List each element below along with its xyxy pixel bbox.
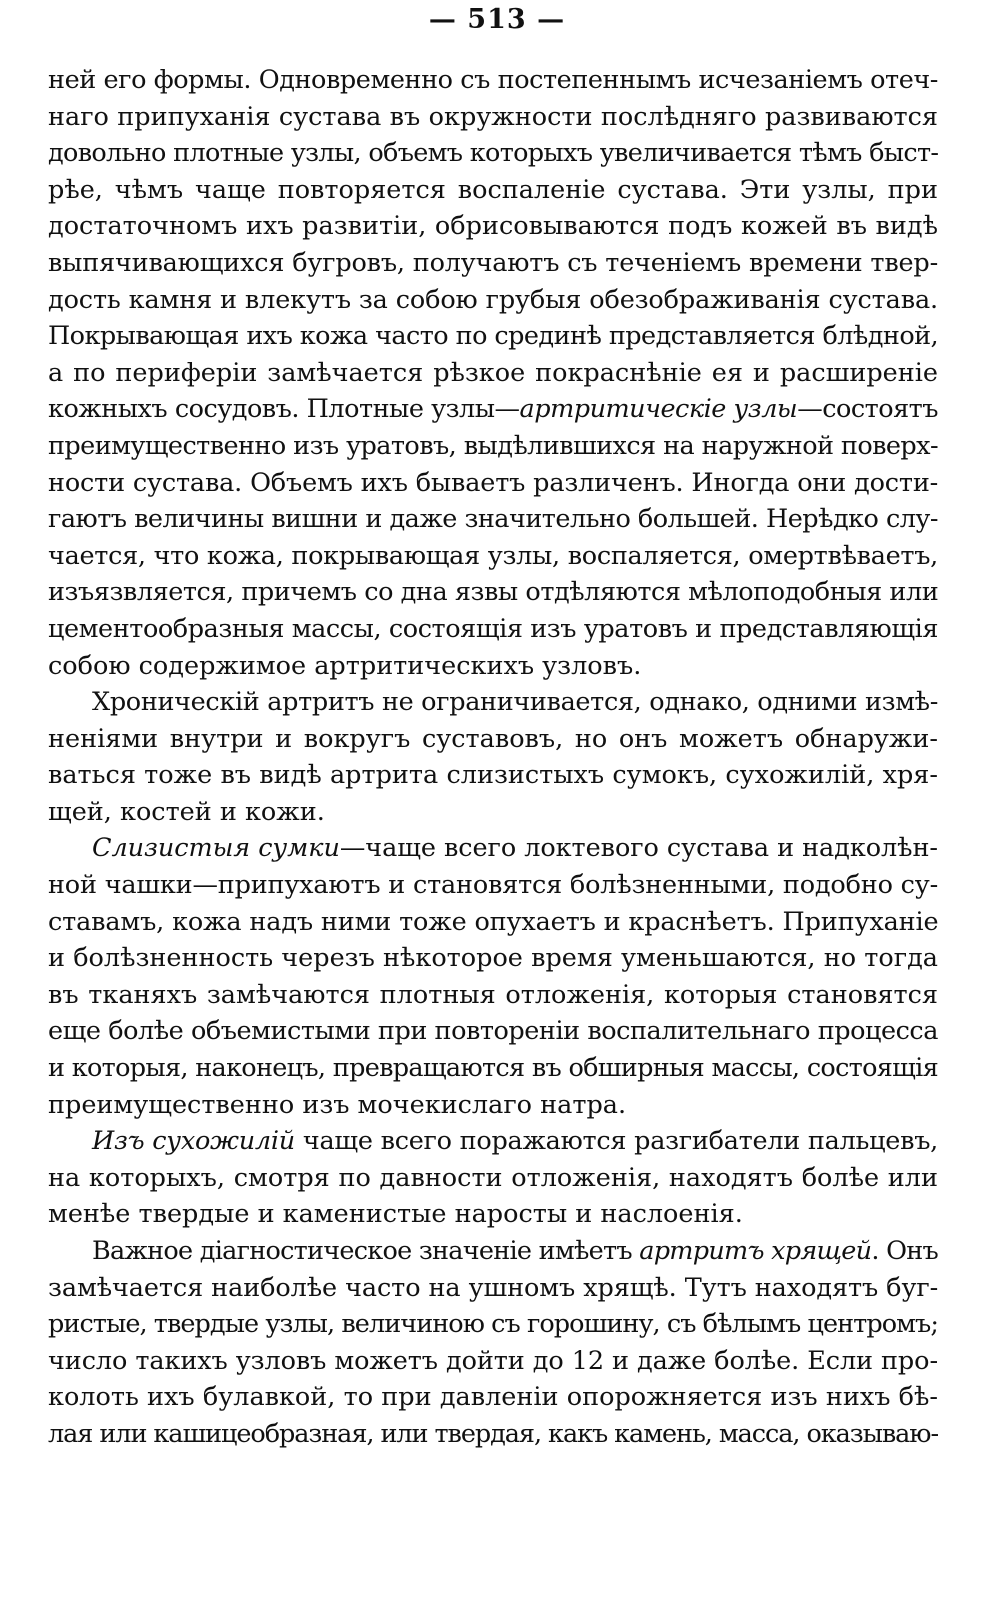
text-line [48, 282, 938, 319]
text-line [48, 830, 938, 867]
text-line [48, 611, 938, 648]
text-segment: число такихъ узловъ можетъ дойти до 12 и даже болѣе. Если про- [48, 1345, 938, 1376]
text-segment: Важное діагностическое значеніе имѣетъ [92, 1236, 640, 1266]
text-line [48, 62, 938, 99]
text-segment: на которыхъ, смотря по давности отложенія, находятъ болѣе или [48, 1162, 938, 1193]
text-line [48, 135, 938, 172]
text-segment: Хроническій артритъ не ограничивается, однако, одними измѣ- [92, 687, 938, 718]
text-segment: чается, что кожа, покрывающая узлы, воспаляется, омертвѣваетъ, [48, 540, 938, 571]
text-segment: а по периферіи замѣчается рѣзкое покраснѣніе ея и расширеніе [48, 357, 938, 388]
text-segment: —состоятъ [797, 394, 938, 425]
text-segment: Покрывающая ихъ кожа часто по срединѣ представляется блѣдной, [48, 321, 939, 352]
text-segment: . Онъ [871, 1236, 938, 1266]
text-line [48, 757, 938, 794]
text-segment: ности сустава. Объемъ ихъ бываетъ различенъ. Иногда они дости- [48, 467, 939, 498]
text-segment: достаточномъ ихъ развитіи, обрисовываются подъ кожей въ видѣ [48, 211, 938, 242]
text-line [48, 794, 938, 831]
italic-term: Изъ сухожилій [92, 1126, 295, 1157]
text-segment: изъязвляется, причемъ со дна язвы отдѣляются мѣлоподобныя или [48, 577, 939, 608]
text-line [48, 1306, 938, 1343]
text-line [48, 684, 938, 721]
italic-term: артритъ хрящей [639, 1236, 872, 1266]
text-line [48, 1233, 938, 1270]
paragraph [48, 684, 938, 830]
text-line [48, 1160, 938, 1197]
text-segment: цементообразныя массы, состоящія изъ уратовъ и представляющія [48, 613, 938, 644]
text-segment: выпячивающихся бугровъ, получаютъ съ теченіемъ времени твер- [48, 247, 938, 278]
page-number: — 513 — [428, 4, 566, 35]
text-line [48, 1123, 938, 1160]
text-segment: ристые, твердые узлы, величиною съ горошину, съ бѣлымъ центромъ; [48, 1309, 938, 1340]
text-segment: чаще всего поражаются разгибатели пальцевъ, [294, 1126, 939, 1157]
text-line [48, 172, 938, 209]
text-line [48, 1343, 938, 1380]
text-segment: —чаще всего локтевого сустава и надколѣн- [339, 833, 938, 864]
text-segment: ваться тоже въ видѣ артрита слизистыхъ сумокъ, сухожилій, хря- [48, 760, 938, 791]
text-line [48, 208, 938, 245]
text-line [48, 1196, 938, 1233]
paragraph [48, 62, 938, 684]
text-line [48, 501, 938, 538]
text-segment: замѣчается наиболѣе часто на ушномъ хрящѣ. Тутъ находятъ буг- [48, 1272, 939, 1303]
text-line [48, 1379, 938, 1416]
body-text [48, 62, 938, 1453]
text-line [48, 1416, 938, 1453]
text-line [48, 721, 938, 758]
text-segment: щей, костей и кожи. [48, 796, 325, 827]
text-line [48, 867, 938, 904]
text-line [48, 538, 938, 575]
text-line [48, 465, 938, 502]
text-segment: неніями внутри и вокругъ суставовъ, но онъ можетъ обнаружи- [48, 723, 938, 754]
text-line [48, 318, 938, 355]
text-segment: наго припуханія сустава въ окружности послѣдняго развиваются [48, 101, 938, 132]
text-segment: ней его формы. Одновременно съ постепеннымъ исчезаніемъ отеч- [48, 65, 938, 95]
text-segment: довольно плотные узлы, объемъ которыхъ увеличивается тѣмъ быст- [48, 138, 939, 169]
text-line [48, 391, 938, 428]
text-segment: преимущественно изъ мочекислаго натра. [48, 1089, 627, 1120]
text-segment: собою содержимое артритическихъ узловъ. [48, 650, 642, 681]
italic-term: Слизистыя сумки [92, 833, 340, 864]
text-line [48, 245, 938, 282]
text-line [48, 99, 938, 136]
text-segment: колоть ихъ булавкой, то при давленіи опорожняется изъ нихъ бѣ- [48, 1382, 938, 1413]
paragraph [48, 830, 938, 1123]
text-segment: менѣе твердые и каменистые наросты и наслоенія. [48, 1199, 743, 1230]
text-line [48, 648, 938, 685]
text-line [48, 977, 938, 1014]
text-segment: въ тканяхъ замѣчаются плотныя отложенія, которыя становятся [48, 979, 938, 1010]
text-segment: ной чашки—припухаютъ и становятся болѣзненными, подобно су- [48, 870, 938, 901]
text-line [48, 574, 938, 611]
italic-term: артритическіе узлы [519, 394, 798, 425]
text-line [48, 904, 938, 941]
text-line [48, 1087, 938, 1124]
text-segment: рѣе, чѣмъ чаще повторяется воспаленіе сустава. Эти узлы, при [48, 174, 938, 205]
text-segment: ставамъ, кожа надъ ними тоже опухаетъ и краснѣетъ. Припуханіе [48, 906, 939, 937]
text-segment: дость камня и влекутъ за собою грубыя обезображиванія сустава. [48, 284, 938, 315]
text-segment: кожныхъ сосудовъ. Плотные узлы— [48, 394, 520, 425]
text-segment: лая или кашицеобразная, или твердая, какъ камень, масса, оказываю- [48, 1418, 938, 1449]
text-line [48, 940, 938, 977]
text-line [48, 1050, 938, 1087]
text-line [48, 428, 938, 465]
text-line [48, 1270, 938, 1307]
text-segment: гаютъ величины вишни и даже значительно большей. Нерѣдко слу- [48, 504, 938, 535]
text-segment: еще болѣе объемистыми при повтореніи воспалительнаго процесса [48, 1016, 938, 1047]
text-line [48, 1013, 938, 1050]
text-segment: и которыя, наконецъ, превращаются въ обширныя массы, состоящія [48, 1053, 938, 1084]
text-segment: и болѣзненность черезъ нѣкоторое время уменьшаются, но тогда [48, 943, 938, 974]
paragraph [48, 1123, 938, 1233]
text-line [48, 355, 938, 392]
text-segment: преимущественно изъ уратовъ, выдѣлившихся на наружной поверх- [48, 430, 939, 461]
paragraph [48, 1233, 938, 1453]
